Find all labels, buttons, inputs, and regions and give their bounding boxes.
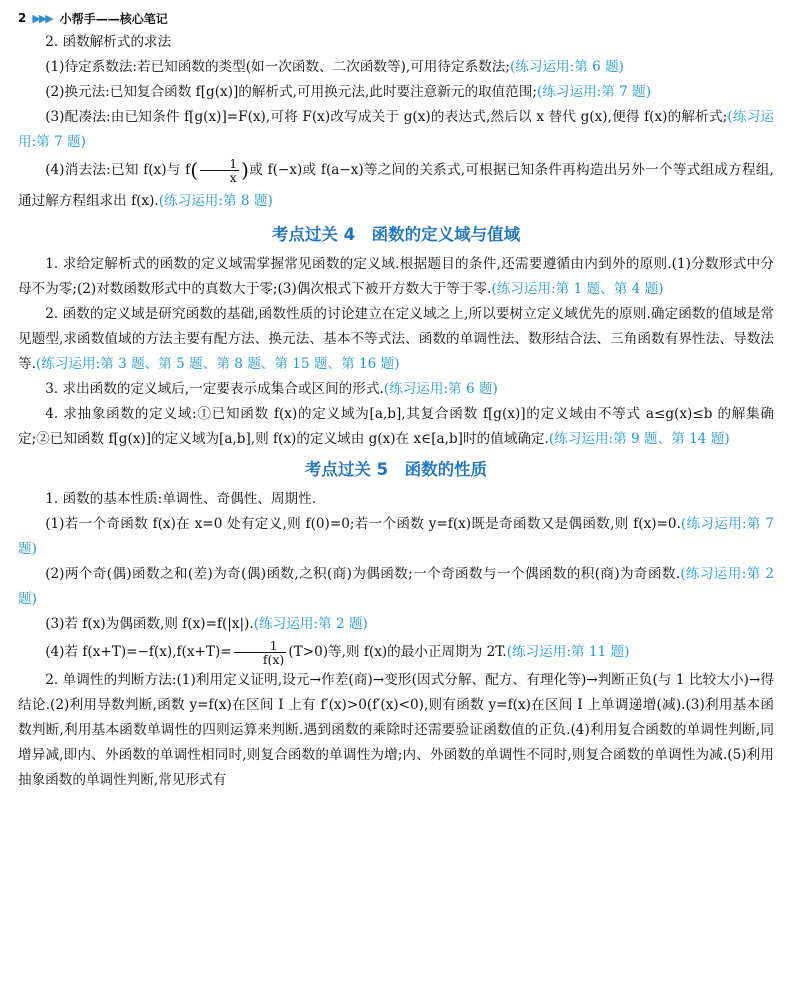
paragraph bbox=[18, 402, 774, 452]
text: (1)若一个奇函数 f(x)在 x=0 处有定义,则 f(0)=0;若一个函数 y=f(x)既是奇函数又是偶函数,则 f(x)=0. bbox=[45, 516, 681, 532]
paragraph bbox=[18, 105, 774, 155]
exercise-reference: (练习运用:第 7 题) bbox=[18, 109, 774, 150]
text: 或 f(−x)或 f(a−x)等之间的关系式,可根据已知条件再构造出另外一个等式组成方程组,通过解方程组求出 f(x). bbox=[18, 162, 774, 209]
exercise-reference: (练习运用:第 8 题) bbox=[158, 193, 273, 209]
text: (2)换元法:已知复合函数 f[g(x)]的解析式,可用换元法,此时要注意新元的取值范围; bbox=[45, 84, 537, 100]
header-title: 小帮手——核心笔记 bbox=[59, 11, 168, 26]
paragraph bbox=[18, 155, 774, 217]
exercise-reference: (练习运用:第 6 题) bbox=[383, 381, 498, 397]
fraction bbox=[200, 157, 239, 184]
section-title: 考点过关 4 函数的定义域与值域 bbox=[271, 225, 521, 244]
text: 1. 函数的基本性质:单调性、奇偶性、周期性. bbox=[45, 491, 317, 507]
paragraph bbox=[18, 80, 774, 105]
paragraph bbox=[18, 637, 774, 668]
fraction bbox=[234, 639, 287, 666]
fraction-numerator: 1 bbox=[234, 639, 287, 653]
paren-left: ( bbox=[190, 158, 199, 182]
fraction-numerator: 1 bbox=[200, 157, 239, 171]
text: (4)若 f(x+T)=−f(x),f(x+T)= bbox=[45, 644, 232, 660]
text: 1. 求给定解析式的函数的定义域需掌握常见函数的定义域.根据题目的条件,还需要遵循由内到外的原则.(1)分数形式中分母不为零;(2)对数函数形式中的真数大于零;(3)偶次根式下被开方数大于等于零. bbox=[18, 256, 774, 297]
paragraph bbox=[18, 252, 774, 302]
exercise-reference: (练习运用:第 2 题) bbox=[18, 566, 774, 607]
paragraph bbox=[18, 377, 774, 402]
exercise-reference: (练习运用:第 3 题、第 5 题、第 8 题、第 15 题、第 16 题) bbox=[35, 356, 400, 372]
text: 4. 求抽象函数的定义域:①已知函数 f(x)的定义域为[a,b],其复合函数 f[g(x)]的定义域由不等式 a≤g(x)≤b 的解集确定;②已知函数 f[g(x)]的定义域为[a,b],则 f(x)的定义域由 g(x)在 x∈[a,b]时的值域确定. bbox=[18, 406, 774, 447]
page-number: 2 bbox=[18, 11, 27, 25]
paragraph bbox=[18, 668, 774, 793]
fraction-denominator: f(x) bbox=[262, 652, 285, 667]
text: 2. 单调性的判断方法:(1)利用定义证明,设元→作差(商)→变形(因式分解、配方、有理化等)→判断正负(与 1 比较大小)→得结论.(2)利用导数判断,函数 y=f(x)在区间 I 上有 f′(x)>0(f′(x)<0),则有函数 y=f(x)在区间 I 上单调递增(减).(3)利用基本函数判断,利用基本函数单调性的四则运算来判断.遇到函数的乘除时还需要验证函数值的正负.(4)利用复合函数的单调性判断,同增异减,即内、外函数的单调性相同时,则复合函数的单调性为增;内、外函数的单调性不同时,则复合函数的单调性为减.(5)利用抽象函数的单调性判断,常见形式有 bbox=[18, 672, 774, 788]
text: (1)待定系数法:若已知函数的类型(如一次函数、二次函数等),可用待定系数法; bbox=[45, 59, 510, 75]
paragraph bbox=[18, 55, 774, 80]
exercise-reference: (练习运用:第 9 题、第 14 题) bbox=[548, 431, 730, 447]
text: (4)消去法:已知 f(x)与 f bbox=[45, 162, 191, 178]
paragraph bbox=[18, 302, 774, 377]
paragraph bbox=[18, 30, 774, 55]
paragraph bbox=[18, 612, 774, 637]
text: 3. 求出函数的定义域后,一定要表示成集合或区间的形式. bbox=[45, 381, 384, 397]
paragraph bbox=[18, 487, 774, 512]
exercise-reference: (练习运用:第 2 题) bbox=[253, 616, 368, 632]
exercise-reference: (练习运用:第 7 题) bbox=[537, 84, 652, 100]
content bbox=[18, 30, 774, 793]
text: (T>0)等,则 f(x)的最小正周期为 2T. bbox=[288, 644, 507, 660]
section-title: 考点过关 5 函数的性质 bbox=[304, 460, 488, 479]
page-header bbox=[18, 8, 168, 28]
text: 2. 函数的定义域是研究函数的基础,函数性质的讨论建立在定义域之上,所以要树立定义域优先的原则.确定函数的值域是常见题型,求函数值域的方法主要有配方法、换元法、基本不等式法、函数的单调性法、数形结合法、三角函数有界性法、导数法等. bbox=[18, 306, 774, 372]
arrow-icons: ▶▶▶ bbox=[32, 11, 52, 25]
fraction-denominator: x bbox=[229, 170, 237, 185]
paragraph bbox=[18, 562, 774, 612]
text: (2)两个奇(偶)函数之和(差)为奇(偶)函数,之积(商)为偶函数;一个奇函数与一个偶函数的积(商)为奇函数. bbox=[45, 566, 681, 582]
exercise-reference: (练习运用:第 1 题、第 4 题) bbox=[491, 281, 664, 297]
text: (3)配凑法:由已知条件 f[g(x)]=F(x),可将 F(x)改写成关于 g(x)的表达式,然后以 x 替代 g(x),便得 f(x)的解析式; bbox=[45, 109, 728, 125]
exercise-reference: (练习运用:第 11 题) bbox=[506, 644, 630, 660]
text: (3)若 f(x)为偶函数,则 f(x)=f(|x|). bbox=[45, 616, 254, 632]
exercise-reference: (练习运用:第 6 题) bbox=[509, 59, 624, 75]
paren-right: ) bbox=[241, 158, 249, 182]
paragraph bbox=[18, 512, 774, 562]
text: 2. 函数解析式的求法 bbox=[45, 34, 172, 50]
exercise-reference: (练习运用:第 7 题) bbox=[18, 516, 774, 557]
